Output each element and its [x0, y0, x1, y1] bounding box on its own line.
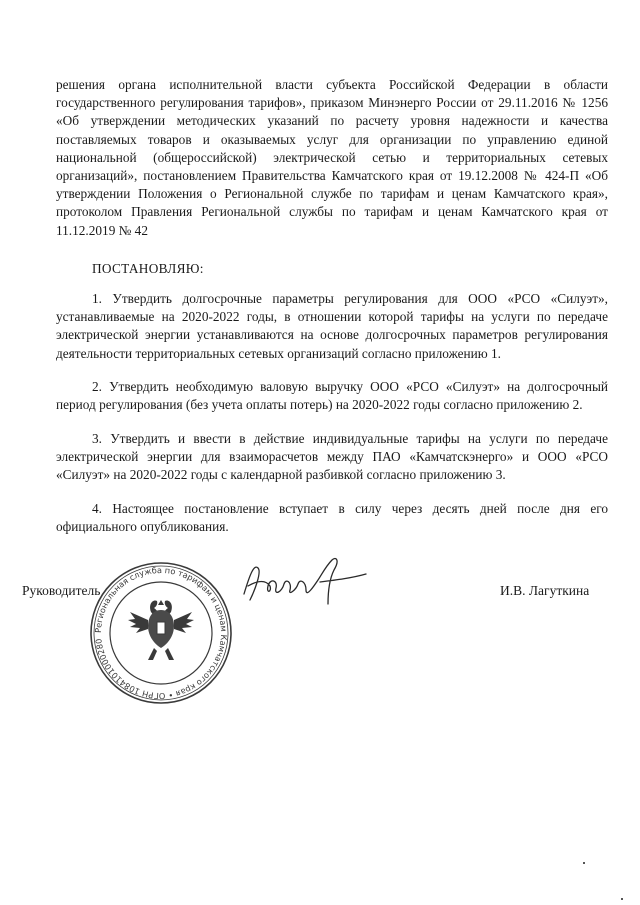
- stamp-outer-text: Региональная служба по тарифам и ценам Камчатского края • ОГРН 1084101000280: [92, 564, 230, 702]
- item-paragraph-1: 1. Утвердить долгосрочные параметры регулирования для ООО «РСО «Силуэт», устанавливаемые на 2020-2022 годы, в отношении которой тарифы на услуги по передаче электрической энергии устанавливаются на основе долгосрочных параметров регулирования деятельности территориальных сетевых организаций согласно приложению 1.: [56, 291, 608, 361]
- signatory-name: И.В. Лагуткина: [500, 583, 590, 598]
- scan-speck: [583, 862, 585, 864]
- intro-paragraph: решения органа исполнительной власти субъекта Российской Федерации в области государственного регулирования тарифов», приказом Минэнерго России от 29.11.2016 № 1256 «Об утверждении методических указаний по расчету уровня надежности и качества поставляемых товаров и оказываемых услуг для организации по управлению единой национальной (общероссийской) электрической сетью и территориальных сетевых организаций», постановлением Правительства Камчатского края от 19.12.2008 № 424-П «Об утверждении Положения о Региональной службе по тарифам и ценам Камчатского края», протоколом Правления Региональной службы по тарифам и ценам Камчатского края от 11.12.2019 № 42: [56, 77, 608, 238]
- item-paragraph-2: 2. Утвердить необходимую валовую выручку ООО «РСО «Силуэт» на долгосрочный период регулирования (без учета оплаты потерь) на 2020-2022 годы согласно приложению 2.: [56, 379, 608, 413]
- scan-speck: [621, 898, 623, 900]
- eagle-emblem-icon: [128, 600, 194, 660]
- handwritten-signature: [236, 550, 372, 614]
- item-paragraph-4: 4. Настоящее постановление вступает в силу через десять дней после дня его официального опубликования.: [56, 501, 608, 535]
- item-paragraph-3: 3. Утвердить и ввести в действие индивидуальные тарифы на услуги по передаче электрической энергии для взаиморасчетов между ПАО «Камчатскэнерго» и ООО «РСО «Силуэт» на 2020-2022 годы с календарной разбивкой согласно приложению 3.: [56, 431, 608, 483]
- decree-heading: ПОСТАНОВЛЯЮ:: [92, 261, 204, 276]
- signatory-role: Руководитель: [22, 583, 101, 598]
- official-stamp: [88, 560, 234, 706]
